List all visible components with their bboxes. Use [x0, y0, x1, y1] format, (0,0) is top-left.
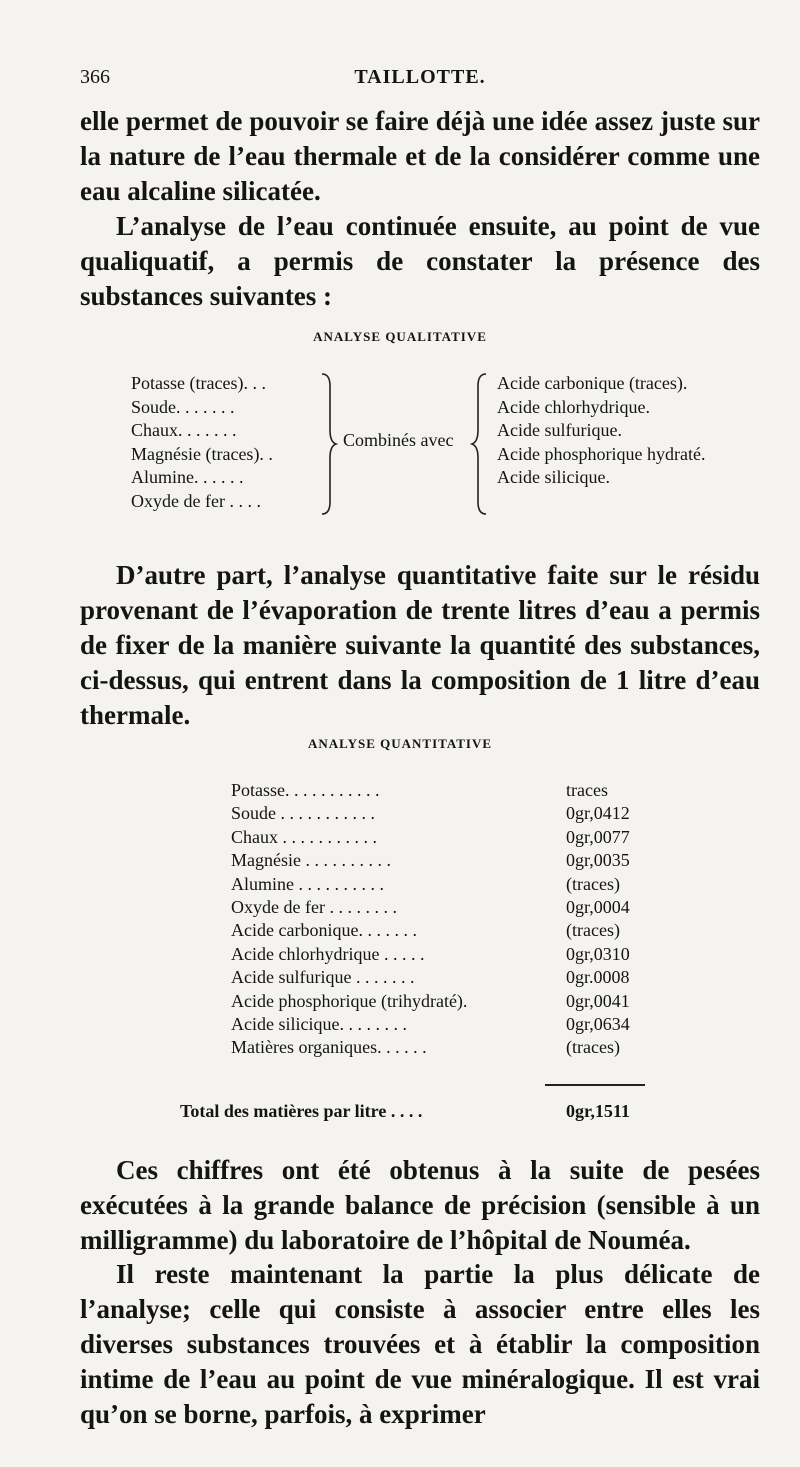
- substance-value: (traces): [566, 1037, 620, 1058]
- quantitative-table: [0, 779, 800, 1123]
- table-row: [0, 826, 800, 849]
- paragraph-5: Il reste maintenant la partie la plus délicate de l’analyse; celle qui consiste à associer entre elles les diverses substances trouvées et à établir la composition intime de l’eau au point de vue minéralogique. Il est vrai qu’on se borne, parfois, à exprimer: [80, 1259, 760, 1429]
- base-item: Magnésie (traces). .: [131, 443, 273, 464]
- substance-value: 0gr,0412: [566, 803, 630, 824]
- paragraph-4: Ces chiffres ont été obtenus à la suite de pesées exécutées à la grande balance de précision (sensible à un milligramme) du laboratoire de l’hôpital de Nouméa.: [80, 1155, 760, 1255]
- substance-value: 0gr,0004: [566, 896, 630, 917]
- substance-value: 0gr,0077: [566, 826, 630, 847]
- substance-value: 0gr.0008: [566, 967, 630, 988]
- page-number: 366: [80, 66, 110, 88]
- table-row: [0, 990, 800, 1013]
- base-item: Chaux. . . . . . .: [131, 420, 237, 440]
- table-row: [0, 1013, 800, 1036]
- paragraph-1: elle permet de pouvoir se faire déjà une idée assez juste sur la nature de l’eau thermale et de la considérer comme une eau alcaline silicatée.: [80, 106, 760, 206]
- acids-list: [497, 372, 777, 490]
- substance-name: Magnésie . . . . . . . . . .: [231, 850, 391, 871]
- table-row: [0, 966, 800, 989]
- substance-name: Matières organiques. . . . . .: [231, 1037, 427, 1058]
- substance-name: Soude . . . . . . . . . . .: [231, 803, 375, 824]
- substance-value: 0gr,0035: [566, 850, 630, 871]
- table-row: [0, 802, 800, 825]
- paragraph-2: L’analyse de l’eau continuée ensuite, au point de vue qualiquatif, a permis de constater la présence des substances suivantes :: [80, 211, 760, 311]
- total-rule-row: [0, 1060, 800, 1100]
- substance-name: Acide sulfurique . . . . . . .: [231, 967, 415, 988]
- substance-name: Chaux . . . . . . . . . . .: [231, 826, 377, 847]
- qualitative-title: ANALYSE QUALITATIVE: [313, 329, 487, 344]
- right-brace-icon: [470, 372, 490, 516]
- substance-value: 0gr,0310: [566, 943, 630, 964]
- base-item: Potasse (traces). . .: [131, 373, 266, 393]
- table-row: [0, 1036, 800, 1059]
- base-item: Oxyde de fer . . . .: [131, 490, 261, 511]
- acid-item: Acide phosphorique hydraté.: [497, 443, 706, 464]
- acid-item: Acide chlorhydrique.: [497, 396, 650, 417]
- substance-name: Acide carbonique. . . . . . .: [231, 920, 417, 941]
- substance-value: (traces): [566, 873, 620, 894]
- substance-name: Alumine . . . . . . . . . .: [231, 873, 384, 894]
- total-label: Total des matières par litre . . . .: [180, 1100, 423, 1121]
- paragraph-3: D’autre part, l’analyse quantitative faite sur le résidu provenant de l’évaporation de trente litres d’eau a permis de fixer de la manière suivante la quantité des substances, ci-dessus, qui entrent dans la composition de 1 litre d’eau thermale.: [80, 560, 760, 730]
- substance-value: (traces): [566, 920, 620, 941]
- bases-list: [131, 372, 321, 513]
- substance-value: 0gr,0041: [566, 990, 630, 1011]
- running-title: TAILLOTTE.: [354, 66, 486, 88]
- table-row: [0, 849, 800, 872]
- substance-name: Acide chlorhydrique . . . . .: [231, 943, 425, 964]
- substance-name: Oxyde de fer . . . . . . . .: [231, 896, 397, 917]
- total-value: 0gr,1511: [566, 1100, 630, 1121]
- table-row: [0, 896, 800, 919]
- combined-with-label: Combinés avec: [343, 430, 454, 450]
- table-row: [0, 873, 800, 896]
- quantitative-title: ANALYSE QUANTITATIVE: [307, 736, 493, 751]
- qualitative-table: [0, 372, 800, 522]
- substance-name: Acide phosphorique (trihydraté).: [231, 990, 468, 1011]
- substance-name: Potasse. . . . . . . . . . .: [231, 780, 380, 800]
- base-item: Soude. . . . . . .: [131, 396, 235, 417]
- table-row: [0, 919, 800, 942]
- substance-value: traces: [566, 780, 608, 800]
- acid-item: Acide silicique.: [497, 467, 610, 487]
- page-header: [80, 66, 760, 96]
- base-item: Alumine. . . . . .: [131, 467, 244, 487]
- total-row: [0, 1100, 800, 1123]
- table-row: [0, 779, 800, 802]
- table-row: [0, 943, 800, 966]
- substance-value: 0gr,0634: [566, 1013, 630, 1034]
- acid-item: Acide sulfurique.: [497, 420, 622, 440]
- total-divider: [545, 1084, 645, 1086]
- substance-name: Acide silicique. . . . . . . .: [231, 1013, 407, 1034]
- acid-item: Acide carbonique (traces).: [497, 373, 688, 393]
- left-brace-icon: [318, 372, 338, 516]
